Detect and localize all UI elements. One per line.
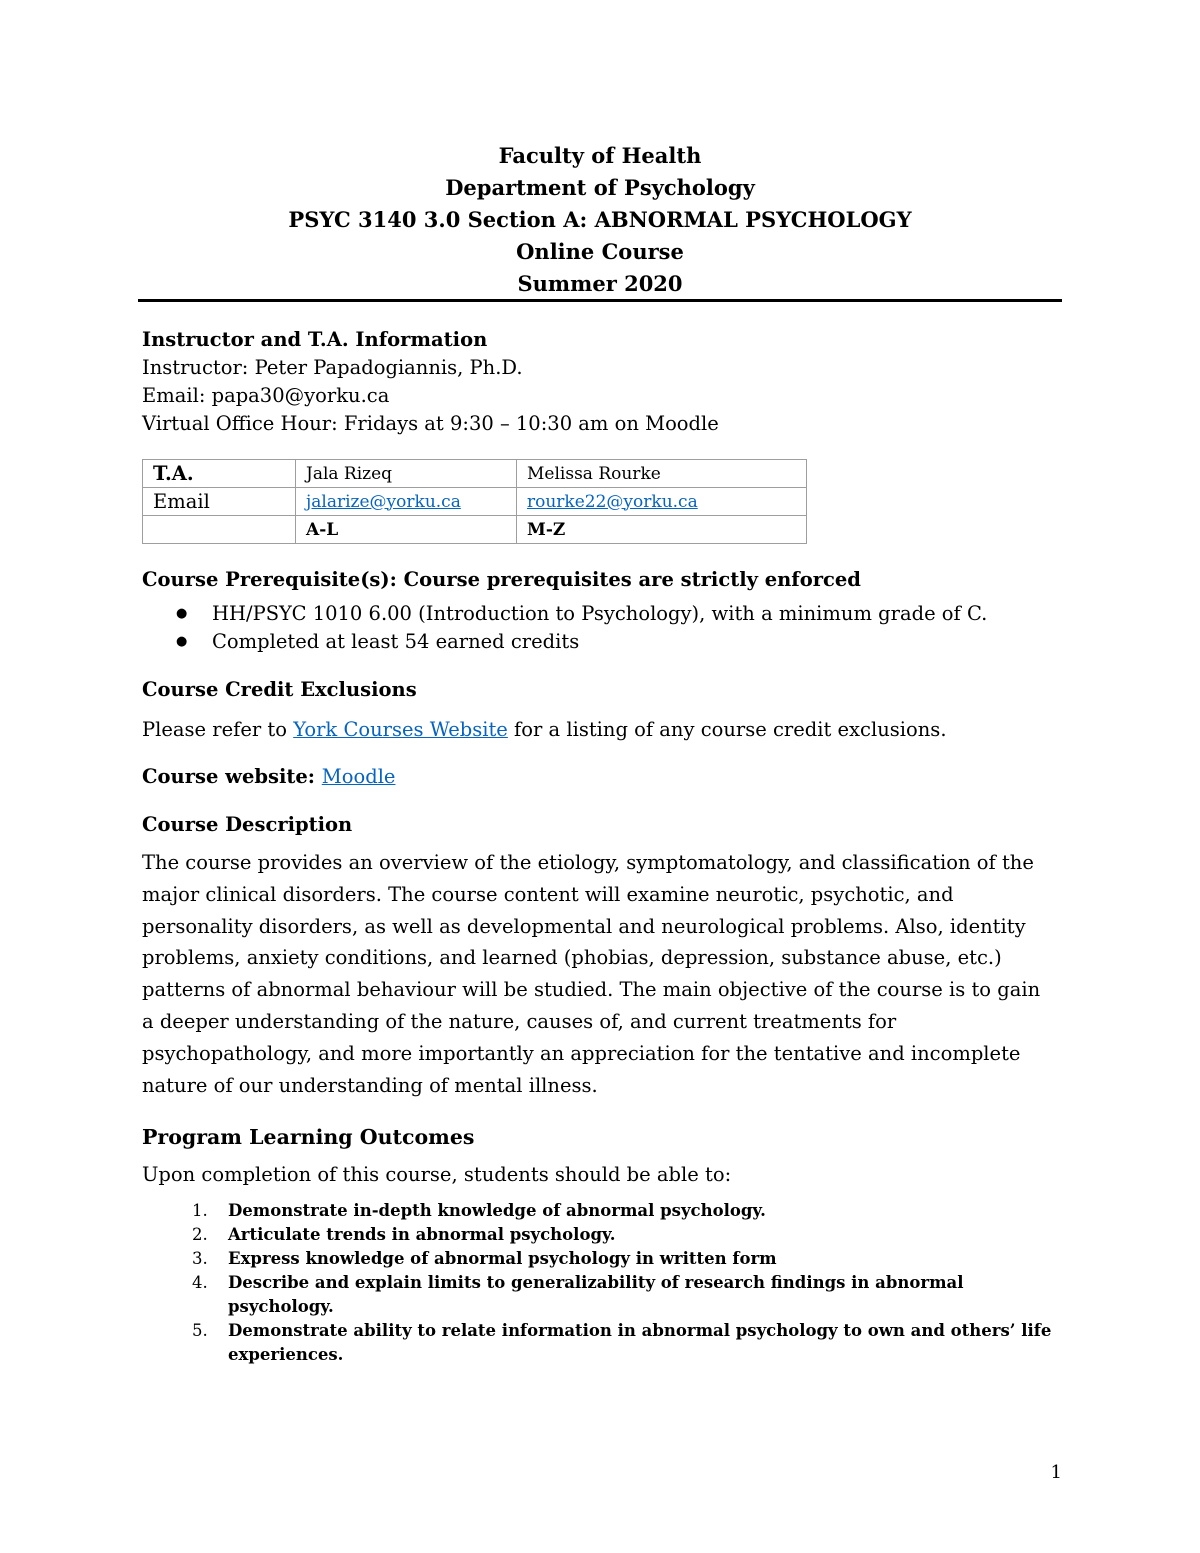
list-number: 1.: [192, 1201, 208, 1221]
instructor-heading: Instructor and T.A. Information: [142, 328, 488, 351]
description-line: patterns of abnormal behaviour will be studied. The main objective of the course is to gain: [142, 978, 1041, 1002]
list-text: Articulate trends in abnormal psychology.: [228, 1225, 616, 1245]
ta-email-link-rizeq[interactable]: jalarize@yorku.ca: [306, 491, 461, 512]
document-body: [142, 326, 1062, 1367]
faculty-title: Faculty of Health: [498, 143, 702, 168]
list-number: 4.: [192, 1273, 208, 1293]
document-header: [138, 140, 1062, 300]
course-website-label: Course website:: [142, 765, 322, 788]
description-line: The course provides an overview of the etiology, symptomatology, and classification of the: [142, 851, 1034, 874]
table-cell: Melissa Rourke: [517, 460, 807, 488]
york-courses-link[interactable]: York Courses Website: [293, 718, 508, 741]
prereq-list: [142, 600, 1062, 656]
list-text: Express knowledge of abnormal psychology in written form: [228, 1249, 777, 1269]
list-text: Demonstrate in-depth knowledge of abnormal psychology.: [228, 1201, 766, 1221]
instructor-email: Email: papa30@yorku.ca: [142, 384, 390, 407]
list-item: [192, 1271, 1062, 1319]
list-item: [192, 1319, 1062, 1367]
table-cell: [296, 488, 517, 516]
exclusions-text-after: for a listing of any course credit exclusions.: [507, 718, 947, 741]
course-format: Online Course: [516, 239, 684, 264]
course-term: Summer 2020: [517, 271, 683, 296]
course-title: PSYC 3140 3.0 Section A: ABNORMAL PSYCHOLOGY: [288, 207, 912, 232]
table-cell: Jala Rizeq: [296, 460, 517, 488]
table-cell: [143, 516, 296, 544]
course-website-line: [142, 763, 1062, 791]
list-text: Demonstrate ability to relate information in abnormal psychology to own and others’ life experiences.: [228, 1321, 1052, 1365]
ta-email-link-rourke[interactable]: rourke22@yorku.ca: [527, 491, 698, 512]
header-divider: [138, 299, 1062, 302]
description-line: nature of our understanding of mental illness.: [142, 1073, 598, 1097]
table-row: [143, 516, 807, 544]
list-item: [192, 1223, 1062, 1247]
ta-table: [142, 459, 807, 544]
outcomes-intro: Upon completion of this course, students should be able to:: [142, 1163, 732, 1187]
instructor-office-hour: Virtual Office Hour: Fridays at 9:30 – 10:30 am on Moodle: [142, 412, 719, 435]
prereq-heading: Course Prerequisite(s): Course prerequisites are strictly enforced: [142, 568, 861, 591]
description-line: personality disorders, as well as developmental and neurological problems. Also, identity: [142, 914, 1026, 938]
table-row: [143, 460, 807, 488]
table-row: [143, 488, 807, 516]
description-line: psychopathology, and more importantly an appreciation for the tentative and incomplete: [142, 1041, 1021, 1065]
table-cell: Email: [143, 488, 296, 516]
instructor-section: [142, 326, 1062, 438]
description-line: a deeper understanding of the nature, causes of, and current treatments for: [142, 1009, 897, 1033]
description-heading: Course Description: [142, 813, 353, 836]
description-line: major clinical disorders. The course content will examine neurotic, psychotic, and: [142, 882, 954, 906]
list-item: [192, 1247, 1062, 1271]
list-text: Describe and explain limits to generalizability of research findings in abnormal psychology.: [228, 1273, 964, 1317]
exclusions-heading: Course Credit Exclusions: [142, 678, 417, 701]
list-number: 5.: [192, 1321, 208, 1341]
outcomes-list: [142, 1199, 1062, 1367]
table-cell: A-L: [296, 516, 517, 544]
list-item: ● HH/PSYC 1010 6.00 (Introduction to Psychology), with a minimum grade of C.: [212, 600, 1062, 628]
list-number: 3.: [192, 1249, 208, 1269]
instructor-name: Instructor: Peter Papadogiannis, Ph.D.: [142, 356, 523, 379]
table-cell: M-Z: [517, 516, 807, 544]
list-item: [192, 1199, 1062, 1223]
description-paragraph: [142, 847, 1062, 1101]
department-title: Department of Psychology: [445, 175, 755, 200]
exclusions-text-before: Please refer to: [142, 718, 294, 741]
page-number: 1: [1050, 1462, 1062, 1483]
outcomes-heading: Program Learning Outcomes: [142, 1125, 475, 1150]
description-line: problems, anxiety conditions, and learned (phobias, depression, substance abuse, etc.): [142, 946, 1002, 970]
list-item: ● Completed at least 54 earned credits: [212, 628, 1062, 656]
list-number: 2.: [192, 1225, 208, 1245]
table-cell: [517, 488, 807, 516]
exclusions-paragraph: [142, 716, 1062, 744]
table-cell: T.A.: [143, 460, 296, 488]
moodle-link[interactable]: Moodle: [321, 765, 396, 788]
